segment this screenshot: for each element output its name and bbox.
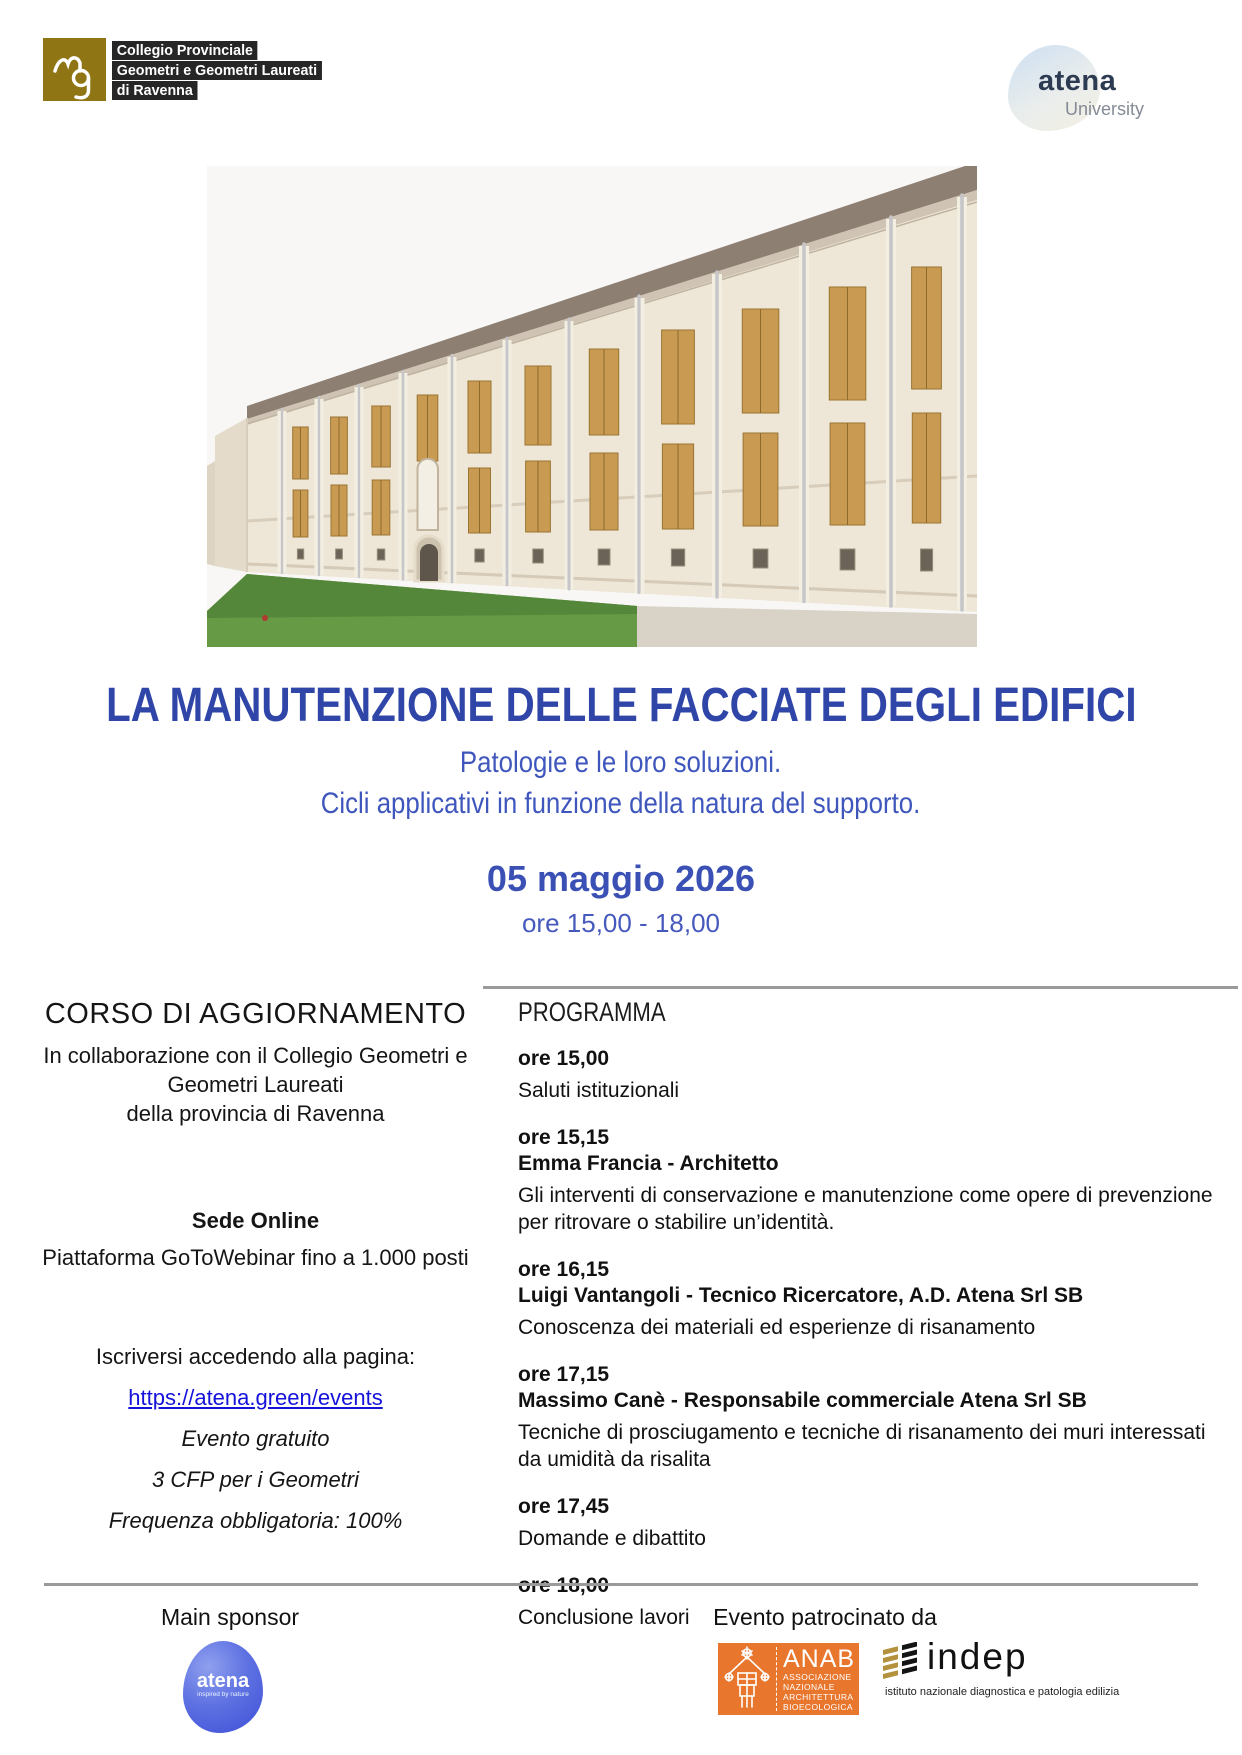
program-item-speaker: Emma Francia - Architetto (518, 1152, 779, 1175)
program-item-speaker: Luigi Vantangoli - Tecnico Ricercatore, A.D. Atena Srl SB (518, 1284, 1084, 1307)
anab-line3: ARCHITETTURA (783, 1692, 854, 1702)
cfp-note: 3 CFP per i Geometri (151, 1467, 360, 1492)
collegio-line2: Geometri e Geometri Laureati (112, 61, 322, 80)
program-list (518, 1046, 1218, 1652)
event-title-text: LA MANUTENZIONE DELLE FACCIATE DEGLI EDIFICI (105, 679, 1137, 732)
program-item (518, 1046, 1218, 1104)
atena-university-sub: University (1065, 99, 1145, 119)
anab-line4: BIOECOLOGICA (783, 1702, 853, 1712)
collaboration-line1: In collaborazione con il Collegio Geometri e (43, 1043, 468, 1068)
program-item (518, 1362, 1218, 1473)
event-time: ore 15,00 - 18,00 (521, 908, 721, 938)
program-item-description: Conoscenza dei materiali ed esperienze di risanamento (518, 1316, 1036, 1339)
course-type-heading: CORSO DI AGGIORNAMENTO (44, 998, 467, 1030)
program-item (518, 1257, 1218, 1341)
collaboration-line3: della provincia di Ravenna (126, 1101, 385, 1126)
program-item-time (518, 1573, 1218, 1599)
patronage-label: Evento patrocinato da (713, 1604, 937, 1630)
cng-monogram-icon (43, 38, 106, 101)
program-item-description: Domande e dibattito (518, 1527, 706, 1550)
course-info-column (28, 998, 483, 1534)
footer-divider (44, 1583, 1198, 1586)
register-label: Iscriversi accedendo alla pagina: (95, 1344, 416, 1369)
event-date: 05 maggio 2026 (486, 858, 756, 899)
atena-university-name: atena (1038, 65, 1117, 97)
atena-university-logo (905, 25, 1205, 140)
building-facade-illustration (207, 166, 977, 647)
program-item-description: Tecniche di prosciugamento e tecniche di risanamento dei muri interessati da umidità da risalita (518, 1421, 1206, 1471)
anab-line2: NAZIONALE (783, 1682, 835, 1692)
indep-tagline: istituto nazionale diagnostica e patologia edilizia (885, 1686, 1120, 1698)
anab-text (777, 1643, 855, 1715)
event-subtitle-lines (321, 742, 920, 824)
program-heading-text: PROGRAMMA (518, 997, 666, 1027)
collegio-geometri-wordmark (112, 41, 333, 101)
program-item-time: ore 15,15 (518, 1126, 610, 1149)
program-item (518, 1125, 1218, 1236)
main-sponsor-label: Main sponsor (160, 1604, 300, 1630)
program-item (518, 1494, 1218, 1552)
program-item-time: ore 17,15 (518, 1363, 610, 1386)
program-item-time: ore 17,45 (518, 1495, 610, 1518)
indep-logo (883, 1636, 1120, 1702)
atena-sponsor-logo (183, 1641, 263, 1733)
register-link[interactable]: https://atena.green/events (128, 1385, 383, 1410)
atena-sponsor-name: atena (196, 1670, 250, 1692)
free-event-note: Evento gratuito (181, 1426, 330, 1451)
program-top-divider (483, 986, 1238, 989)
anab-name: ANAB (783, 1645, 856, 1673)
collaboration-line2: Geometri Laureati (167, 1072, 344, 1097)
anab-line1: ASSOCIAZIONE (783, 1672, 852, 1682)
collaboration-text (28, 1041, 483, 1128)
program-heading (518, 997, 698, 1028)
program-item-time: ore 16,15 (518, 1258, 610, 1281)
atena-sponsor-tagline: inspired by nature (197, 1691, 249, 1698)
program-item-description: Gli interventi di conservazione e manutenzione come opere di prevenzione per ritrovare o stabilire un’identità. (518, 1184, 1213, 1234)
venue-detail: Piattaforma GoToWebinar fino a 1.000 posti (42, 1245, 469, 1270)
program-item-description: Saluti istituzionali (518, 1079, 680, 1102)
collegio-geometri-logo (43, 38, 106, 101)
building-facade-photo (207, 166, 977, 647)
indep-name: indep (927, 1636, 1028, 1677)
collegio-line1: Collegio Provinciale (112, 41, 258, 60)
program-item-description: Conclusione lavori (518, 1606, 690, 1629)
program-item-time: ore 15,00 (518, 1047, 610, 1070)
venue-title: Sede Online (191, 1208, 320, 1233)
event-title (0, 678, 1242, 733)
program-item-speaker: Massimo Canè - Responsabile commerciale Atena Srl SB (518, 1389, 1087, 1412)
registration-block (28, 1344, 483, 1534)
attendance-note: Frequenza obbligatoria: 100% (108, 1508, 403, 1533)
collegio-line3: di Ravenna (112, 81, 198, 100)
event-subtitle (0, 742, 1242, 824)
event-subtitle-line2: Cicli applicativi in funzione della natura del supporto. (321, 787, 921, 820)
venue-block (28, 1208, 483, 1271)
event-subtitle-line1: Patologie e le loro soluzioni. (460, 746, 782, 779)
indep-stripes-icon (883, 1642, 923, 1680)
anab-figure-icon (718, 1643, 776, 1715)
anab-logo (718, 1643, 859, 1715)
